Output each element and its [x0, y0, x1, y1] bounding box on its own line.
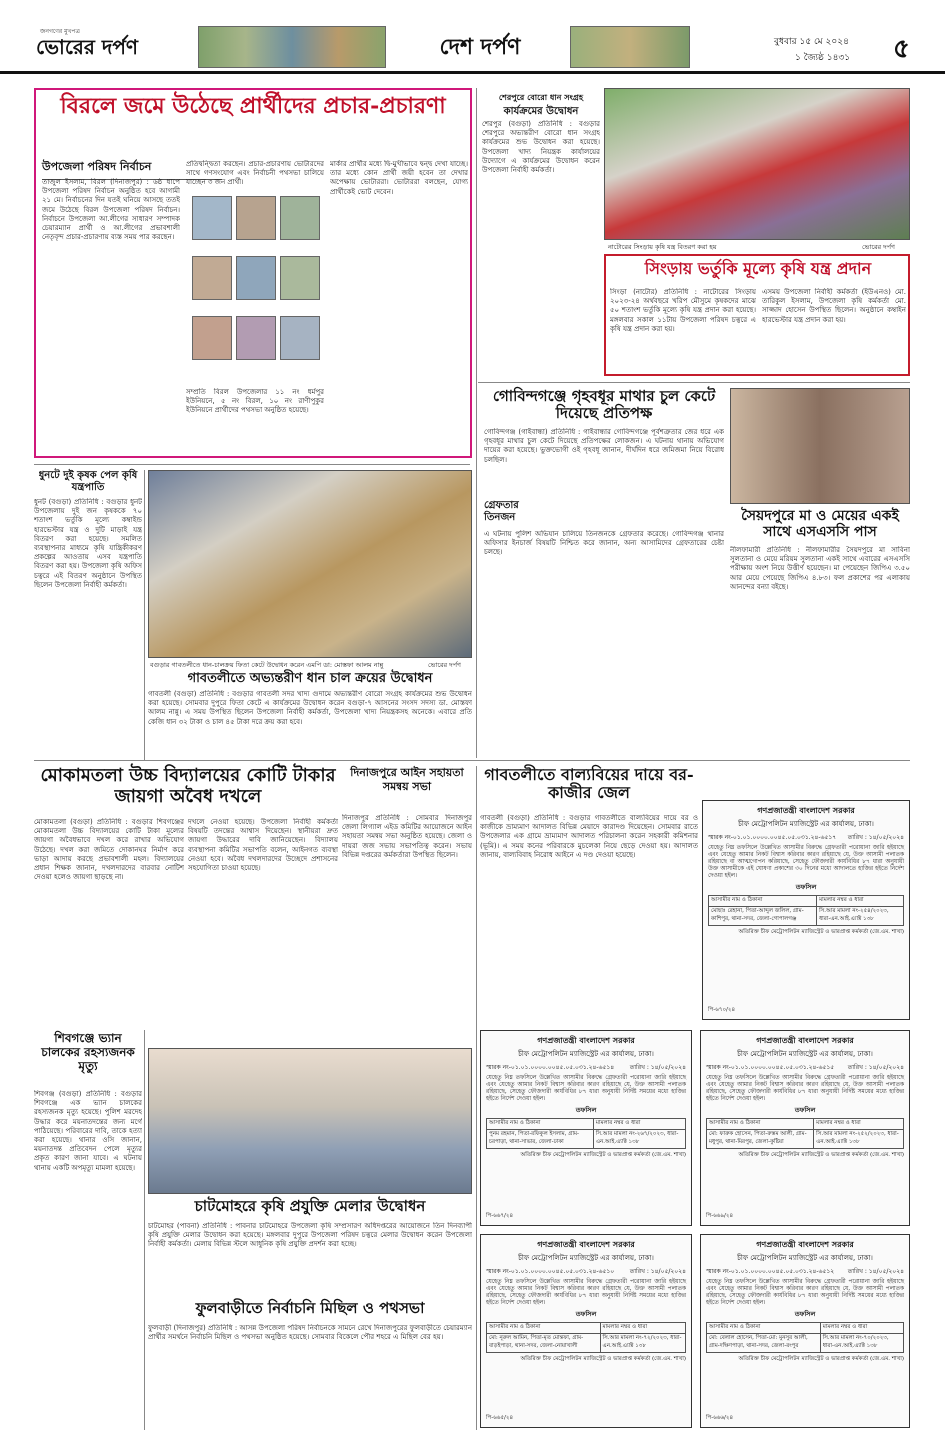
notice-body: যেহেতু নিম্ন তফসিলে উল্লেখিত আসামীর বিরুদ্ধে গ্রেফতারী পরোয়ানা জারি হইয়াছে এবং যেহেতু আমার নিকট বিশ্বাস করিবার কারণ রহিয়াছে যে, উক্ত আসামী পলাতক রহিয়াছে, সেহেতু ফৌজদারী কার্যবিধির ৮৭ ধারা অনুযায়ী নির্দিষ্ট সময়ের মধ্যে হাজির হইতে নির্দেশ দেওয়া হইল। — [706, 1279, 904, 1306]
column-rule — [144, 470, 145, 760]
lead-body-2: প্রতিদ্বন্দ্বিতা করছেন। প্রচার-প্রচারণায় ভোটারদের সাথে গণসংযোগ এবং নির্বাচনী পথসভা চালিয়ে যাচ্ছেন ৩ জন প্রার্থী। — [186, 160, 324, 187]
notice-header: গণপ্রজাতন্ত্রী বাংলাদেশ সরকার — [756, 1036, 854, 1045]
notice-table-title: তফসিল — [575, 1106, 597, 1114]
notice-col-header: আসামীর নাম ও ঠিকানা — [707, 1119, 814, 1130]
notice-col-header: মামলার নম্বর ও ধারা — [817, 896, 904, 907]
page-number: ৫ — [893, 34, 910, 64]
divider — [34, 760, 910, 761]
mokamtola-headline: মোকামতলা উচ্চ বিদ্যালয়ের কোটি টাকার জায়গা অবৈধ দখলে — [40, 765, 336, 807]
gobindaganj-subhead: গ্রেফতার তিনজন — [484, 500, 519, 523]
singra-story — [604, 254, 910, 376]
lead-kicker: উপজেলা পরিষদ নির্বাচন — [42, 158, 222, 180]
gabtali-photo — [148, 470, 472, 658]
notice-subheader: চীফ মেট্রোপলিটন ম্যাজিস্ট্রেট এর কার্যালয়, ঢাকা। — [518, 1254, 654, 1262]
chatmohar-headline: চাটমোহরে কৃষি প্রযুক্তি মেলার উদ্বোধন — [194, 1197, 426, 1215]
notice-cell: মো: বেলাল হোসেন, পিতা-মো: মুনসুর আলী, গ্রাম-দক্ষিণপাড়া, থানা-সদর, জেলা-রংপুর — [707, 1334, 821, 1353]
chatmohar-photo — [148, 1048, 472, 1194]
notice-header: গণপ্রজাতন্ত্রী বাংলাদেশ সরকার — [757, 806, 855, 815]
notice-date: তারিখ : ১৪/০৫/২০২৪ — [847, 1064, 904, 1071]
notice-ref: স্মারক নং-০১.০১.০০০০.০০৪৫.০৫.০৩১.২৪-৬৫১২ — [706, 1268, 835, 1275]
candidate-photo — [236, 316, 276, 360]
singra-body-2: এসময় উপজেলা নির্বাহী কর্মকর্তা (ইউএনও) মো. তারিকুল ইসলাম, উপজেলা কৃষি কর্মকর্তা মো. সাজ্জাদ হোসেন উপস্থিত ছিলেন। অনুষ্ঠানে কম্বাইন হারভেস্টার যন্ত্র প্রদান করা হয়। — [762, 288, 906, 324]
brand-tagline: জনগণের মুখপত্র — [40, 28, 80, 35]
notice-cell: সি.আর মামলা নং-২৫৪/২০২৩, ধারা-এন.আই.এ্যাক্ট ১৩৮ — [817, 907, 904, 926]
candidate-photo — [280, 316, 320, 360]
notice-code: পি-৬৬৫/২৪ — [486, 1415, 514, 1421]
notice-ref: স্মারক নং-০১.০১.০০০০.০০৪৫.০৫.০৩১.২৪-৬৫১০ — [486, 1268, 615, 1275]
notice-col-header: আসামীর নাম ও ঠিকানা — [707, 1323, 821, 1334]
notice-signature: অতিরিক্ত চীফ মেট্রোপলিটন ম্যাজিস্ট্রেট ও ভারপ্রাপ্ত কর্মকর্তা (জে.এম. শাখা) — [520, 1152, 686, 1158]
lead-body-3: মার্কার প্রার্থীর মধ্যে দ্বি-মুখীভাবে দ্বন্দ্ব দেখা যাচ্ছে। তার মধ্যে কোন প্রার্থী জয়ী হবেন তা দেখার অপেক্ষায় ভোটাররা। ভোটাররা বলছেন, যোগ্য প্রার্থীকেই ভোট দেবেন। — [330, 160, 468, 196]
gobindaganj-body-2: এ ঘটনায় পুলিশ অভিযান চালিয়ে তিনজনকে গ্রেফতার করেছে। গোবিন্দগঞ্জ থানার অফিসার ইনচার্জ বিষয়টি নিশ্চিত করে জানান, অন্য আসামিদের গ্রেফতারের চেষ্টা চলছে। — [484, 530, 724, 557]
gabtali-rice-body: গাবতলী (বগুড়া) প্রতিনিধি : বগুড়ার গাবতলী সদর খাদ্য গুদামে অভ্যন্তরীণ বোরো সংগ্রহ কার্যক্রমের শুভ উদ্বোধন করা হয়েছে। সোমবার দুপুরে ফিতা কেটে এ কার্যক্রমের উদ্বোধন করেন বগুড়া-৭ আসনের সংসদ সদস্য ডা. মোস্তফা আলম নান্নু। এ সময় উপস্থিত ছিলেন উপজেলা নির্বাহী কর্মকর্তা, উপজেলা খাদ্য নিয়ন্ত্রকসহ অনেকে। এবারে প্রতি কেজি ধান ৩২ টাকা ও চাল ৪৫ টাকা দরে ক্রয় করা হবে। — [148, 690, 472, 726]
singra-photo-credit: ভোরের দর্পণ — [862, 243, 895, 251]
notice-cell: পুনম রহমান, পিতা-রফিকুল ইসলাম, গ্রাম-চরপাড়া, থানা-সাভার, জেলা-ঢাকা — [487, 1130, 594, 1149]
divider — [478, 382, 910, 383]
notice-col-header: আসামীর নাম ও ঠিকানা — [487, 1323, 601, 1334]
divider — [34, 464, 470, 465]
notice-col-header: মামলার নম্বর ও ধারা — [593, 1119, 685, 1130]
court-notice — [700, 1234, 910, 1428]
gobindaganj-body: গোবিন্দগঞ্জ (গাইবান্ধা) প্রতিনিধি : গাইবান্ধার গোবিন্দগঞ্জে পূর্বশত্রুতার জের ধরে এক গৃহবধূর মাথার চুল কেটে দিয়েছে প্রতিপক্ষের লোকজন। এ ঘটনায় থানায় অভিযোগ দায়ের করা হয়েছে। ভুক্তভোগী ওই গৃহবধূ জানান, দীর্ঘদিন ধরে জমিজমা নিয়ে বিরোধ চলছিল। — [484, 428, 724, 464]
notice-table — [708, 895, 904, 926]
notice-date: তারিখ : ১৪/০৫/২০২৪ — [847, 834, 904, 841]
dinajpur-body: দিনাজপুর প্রতিনিধি : সোমবার দিনাজপুর জেলা লিগ্যাল এইড কমিটির আয়োজনে আইন সহায়তা সমন্বয় সভা অনুষ্ঠিত হয়েছে। জেলা ও দায়রা জজ সভায় সভাপতিত্ব করেন। সভায় বিভিন্ন দপ্তরের কর্মকর্তারা উপস্থিত ছিলেন। — [342, 814, 472, 859]
notice-body: যেহেতু নিম্ন তফসিলে উল্লেখিত আসামীর বিরুদ্ধে গ্রেফতারী পরোয়ানা জারি হইয়াছে এবং যেহেতু আমার নিকট বিশ্বাস করিবার কারণ রহিয়াছে যে, উক্ত আসামী পলাতক রহিয়াছে, সেহেতু ফৌজদারী কার্যবিধির ৮৭ ধারা অনুযায়ী নির্দিষ্ট সময়ের মধ্যে হাজির হইতে নির্দেশ দেওয়া হইল। — [486, 1075, 686, 1102]
notice-cell: মো: নূরুল আমিন, পিতা-মৃত মোন্তফা, গ্রাম-বাড়ইপাড়া, থানা-সদর, জেলা-নোয়াখালী — [487, 1334, 601, 1353]
notice-cell: সি.আর মামলা নং-৭২/২০২৩, ধারা-এন.আই.এ্যাক্ট ১৩৮ — [600, 1334, 685, 1353]
notice-subheader: চীফ মেট্রোপলিটন ম্যাজিস্ট্রেট এর কার্যালয়, ঢাকা। — [737, 1050, 873, 1058]
fulbari-headline: ফুলবাড়ীতে নির্বাচনি মিছিল ও পথসভা — [195, 1299, 425, 1317]
saidpur-photo — [730, 388, 910, 504]
issue-date: বুধবার ১৫ মে ২০২৪ — [774, 37, 849, 47]
singra-photo — [604, 88, 910, 240]
masthead-photo-strip-right — [570, 26, 690, 68]
lead-story — [34, 88, 472, 458]
notice-table-title: তফসিল — [575, 1310, 597, 1318]
notice-body: যেহেতু নিম্ন তফসিলে উল্লেখিত আসামীর বিরুদ্ধে গ্রেফতারী পরোয়ানা জারি হইয়াছে এবং যেহেতু আমার নিকট বিশ্বাস করিবার কারণ রহিয়াছে যে, উক্ত আসামী পলাতক রহিয়াছে, সেহেতু ফৌজদারী কার্যবিধির ৮৭ ধারা অনুযায়ী নির্দিষ্ট সময়ের মধ্যে হাজির হইতে নির্দেশ দেওয়া হইল। — [486, 1279, 686, 1306]
dhunot-headline: ধুনটে দুই কৃষক পেল কৃষি যন্ত্রপাতি — [38, 470, 138, 493]
notice-table — [706, 1322, 904, 1353]
notice-date: তারিখ : ১৪/০৫/২০২৪ — [847, 1268, 904, 1275]
court-notice — [480, 1234, 692, 1428]
sherpur-body: শেরপুর (বগুড়া) প্রতিনিধি : বগুড়ার শেরপুরে অভ্যন্তরীণ বোরো ধান সংগ্রহ কার্যক্রমের শুভ উদ্বোধন করা হয়েছে। উপজেলা খাদ্য নিয়ন্ত্রক কার্যালয়ের উদ্যোগে এ কার্যক্রমের উদ্বোধন করেন উপজেলা নির্বাহী কর্মকর্তা। — [482, 120, 600, 175]
notice-cell: মোছাঃ রেহানা, পিতা-আব্দুল জলিল, গ্রাম-কাশিপুর, থানা-সদর, জেলা-গোপালগঞ্জ — [709, 907, 817, 926]
notice-header: গণপ্রজাতন্ত্রী বাংলাদেশ সরকার — [537, 1240, 635, 1249]
column-rule — [144, 1030, 145, 1430]
notice-code: পি-৬৬৬/২৪ — [706, 1415, 734, 1421]
shibganj-headline: শিবগঞ্জে ভ্যান চালকের রহস্যজনক মৃত্যু — [41, 1031, 135, 1073]
section-title: দেশ দর্পণ — [439, 34, 521, 60]
masthead — [0, 0, 945, 74]
sherpur-kicker: শেরপুরে বোরো ধান সংগ্রহ — [498, 93, 584, 102]
gabtali-childmarriage-headline: গাবতলীতে বাল্যবিয়ের দায়ে বর-কাজীর জেল — [484, 765, 694, 803]
notice-col-header: আসামীর নাম ও ঠিকানা — [487, 1119, 594, 1130]
notice-col-header: মামলার নম্বর ও ধারা — [814, 1119, 904, 1130]
notice-signature: অতিরিক্ত চীফ মেট্রোপলিটন ম্যাজিস্ট্রেট ও ভারপ্রাপ্ত কর্মকর্তা (জে.এম. শাখা) — [738, 1356, 904, 1362]
candidate-photo — [280, 196, 320, 240]
court-notice — [480, 1030, 692, 1226]
notice-ref: স্মারক নং-০১.০১.০০০০.০০৪৫.০৫.০৩১.২৪-৬৫১৪ — [486, 1064, 615, 1071]
gobindaganj-headline: গোবিন্দগঞ্জে গৃহবধূর মাথার চুল কেটে দিয়েছে প্রতিপক্ষ — [492, 387, 716, 423]
singra-body-1: সিংড়া (নাটোর) প্রতিনিধি : নাটোরের সিংড়ায় ২০২৩-২৪ অর্থবছরে খরিপ মৌসুমে কৃষকদের মাঝে ৫০ শতাংশ ভর্তুকি মূল্যে কৃষি যন্ত্র প্রদান করা হয়েছে। মঙ্গলবার সকাল ১১টায় উপজেলা পরিষদ চত্বরে এ কৃষি যন্ত্র প্রদান করা হয়। — [610, 288, 756, 333]
notice-header: গণপ্রজাতন্ত্রী বাংলাদেশ সরকার — [756, 1240, 854, 1249]
column-rule — [476, 766, 477, 1430]
masthead-photo-strip — [198, 26, 386, 68]
notice-table — [486, 1118, 686, 1149]
sherpur-headline: কার্যক্রমের উদ্বোধন — [503, 106, 579, 117]
notice-code: পি-৬৬৯/২৪ — [706, 1213, 734, 1219]
chatmohar-body: চাটমোহর (পাবনা) প্রতিনিধি : পাবনার চাটমোহরে উপজেলা কৃষি সম্প্রসারণ অধিদপ্তরের আয়োজনে তিন দিনব্যাপী কৃষি প্রযুক্তি মেলার উদ্বোধন করা হয়েছে। মঙ্গলবার দুপুরে উপজেলা পরিষদ চত্বরে মেলার উদ্বোধন করেন উপজেলা নির্বাহী কর্মকর্তা। মেলায় বিভিন্ন স্টলে আধুনিক কৃষি প্রযুক্তি প্রদর্শন করা হচ্ছে। — [148, 1222, 472, 1249]
singra-headline: সিংড়ায় ভর্তুকি মূল্যে কৃষি যন্ত্র প্রদান — [644, 259, 872, 278]
notice-subheader: চীফ মেট্রোপলিটন ম্যাজিস্ট্রেট এর কার্যালয়, ঢাকা। — [738, 820, 874, 828]
notice-signature: অতিরিক্ত চীফ মেট্রোপলিটন ম্যাজিস্ট্রেট ও ভারপ্রাপ্ত কর্মকর্তা (জে.এম. শাখা) — [520, 1356, 686, 1362]
mokamtola-body-1: মোকামতলা (বগুড়া) প্রতিনিধি : বগুড়ার শিবগঞ্জের মোকামতলা উচ্চ বিদ্যালয়ের কোটি টাকা মূল্যের জায়গা অবৈধভাবে দখল করে রাখার অভিযোগ উঠেছে। দখল করা জমিতে দোকানঘর নির্মাণ করে ভাড়া আদায় করছে প্রভাবশালী মহল। বিদ্যালয়ের প্রধান শিক্ষক জানান, দখলদারদের বারবার নোটিশ দেওয়া হলেও জায়গা ছাড়ছে না। — [34, 818, 184, 882]
notice-col-header: মামলার নম্বর ও ধারা — [600, 1323, 685, 1334]
brand-logo: ভোরের দর্পণ — [36, 35, 138, 59]
notice-date: তারিখ : ১৪/০৫/২০২৪ — [629, 1268, 686, 1275]
candidate-photo — [192, 256, 232, 300]
notice-cell: সি.আর মামলা নং-২৬৭/২০২৩, ধারা-এন.আই.এ্যাক্ট ১৩৮ — [593, 1130, 685, 1149]
candidate-photo — [192, 316, 232, 360]
notice-cell: সি.আর মামলা নং-২৫২/২০২৩, ধারা-এন.আই.এ্যাক্ট ১৩৮ — [814, 1130, 904, 1149]
notice-subheader: চীফ মেট্রোপলিটন ম্যাজিস্ট্রেট এর কার্যালয়, ঢাকা। — [518, 1050, 654, 1058]
notice-ref: স্মারক নং-০১.০১.০০০০.০০৪৫.০৫.০৩১.২৪-৬৫১৭ — [708, 834, 837, 841]
notice-table — [486, 1322, 686, 1353]
gabtali-photo-credit: ভোরের দর্পণ — [428, 661, 461, 669]
saidpur-headline: সৈয়দপুরে মা ও মেয়ের একই সাথে এসএসসি পাস — [741, 508, 899, 541]
candidate-photo — [236, 196, 276, 240]
notice-body: যেহেতু নিম্ন তফসিলে উল্লেখিত আসামীর বিরুদ্ধে গ্রেফতারী পরোয়ানা জারি হইয়াছে এবং যেহেতু আমার নিকট বিশ্বাস করিবার কারণ রহিয়াছে যে, উক্ত আসামী পলাতক রহিয়াছে বা আত্মগোপন করিয়াছে, সেহেতু ফৌজদারী কার্যবিধির ৮৭ ধারা অনুযায়ী উক্ত আসামীকে এই ঘোষণা প্রকাশের ৩০ দিনের মধ্যে আদালতে হাজির হইতে নির্দেশ দেওয়া হইল। — [708, 845, 904, 879]
dinajpur-headline: দিনাজপুরে আইন সহায়তা সমন্বয় সভা — [350, 766, 464, 793]
notice-signature: অতিরিক্ত চীফ মেট্রোপলিটন ম্যাজিস্ট্রেট ও ভারপ্রাপ্ত কর্মকর্তা (জে.এম. শাখা) — [738, 929, 904, 935]
notice-cell: সি.আর মামলা নং-৭০/২০২৩, ধারা-এন.আই.এ্যাক্ট ১৩৮ — [820, 1334, 903, 1353]
gabtali-childmarriage-body: গাবতলী (বগুড়া) প্রতিনিধি : বগুড়ার গাবতলীতে বাল্যবিয়ের দায়ে বর ও কাজীকে ভ্রাম্যমাণ আদালত বিভিন্ন মেয়াদে কারাদণ্ড দিয়েছেন। সোমবার রাতে উপজেলার এক গ্রামে ভ্রাম্যমাণ আদালত পরিচালনা করেন সহকারী কমিশনার (ভূমি)। এ সময় কনের পরিবারকে মুচলেকা নিয়ে ছেড়ে দেওয়া হয়। আদালত জানায়, বাল্যবিবাহ নিরোধ আইনে এ দণ্ড দেওয়া হয়েছে। — [480, 814, 698, 859]
court-notice — [702, 800, 910, 1020]
gabtali-rice-headline: গাবতলীতে অভ্যন্তরীণ ধান চাল ক্রয়ের উদ্বোধন — [187, 671, 433, 686]
notice-header: গণপ্রজাতন্ত্রী বাংলাদেশ সরকার — [537, 1036, 635, 1045]
notice-cell: মো: ফারুক হোসেন, পিতা-রুস্তম আলী, গ্রাম-মধুপুর, থানা-মিরপুর, জেলা-কুষ্টিয়া — [707, 1130, 814, 1149]
candidate-photo — [236, 256, 276, 300]
gabtali-photo-caption: বগুড়ার গাবতলীতে ধান-চালক্রয় ফিতা কেটে উদ্বোধন করেন এমপি ডা: মোস্তফা আলম নান্নু — [150, 661, 384, 669]
mokamtola-body-2: দখলে নেওয়া হয়েছে। উপজেলা নির্বাহী কর্মকর্তা বিষয়টি তদন্তের আশ্বাস দিয়েছেন। স্থানীয়রা দ্রুত জায়গা উদ্ধারের দাবি জানিয়েছেন। বিদ্যালয় ব্যবস্থাপনা কমিটির সভাপতি বলেন, আইনগত ব্যবস্থা নেওয়া হবে। অবৈধ দখলদারদের উচ্ছেদে প্রশাসনের সহযোগিতা চাওয়া হয়েছে। — [188, 818, 338, 873]
issue-date-bn: ১ জ্যৈষ্ঠ ১৪৩১ — [795, 53, 851, 63]
lead-headline: বিরলে জমে উঠেছে প্রার্থীদের প্রচার-প্রচারণা — [60, 93, 446, 119]
notice-body: যেহেতু নিম্ন তফসিলে উল্লেখিত আসামীর বিরুদ্ধে গ্রেফতারী পরোয়ানা জারি হইয়াছে এবং যেহেতু আমার নিকট বিশ্বাস করিবার কারণ রহিয়াছে যে, উক্ত আসামী পলাতক রহিয়াছে, সেহেতু ফৌজদারী কার্যবিধির ৮৭ ধারা অনুযায়ী নির্দিষ্ট সময়ের মধ্যে হাজির হইতে নির্দেশ দেওয়া হইল। — [706, 1075, 904, 1102]
dhunot-body: ধুনট (বগুড়া) প্রতিনিধি : বগুড়ার ধুনট উপজেলায় দুই জন কৃষককে ৭০ শতাংশ ভর্তুকি মূল্যে কম্বাইন্ড হারভেস্টার যন্ত্র ও দুটি মাড়াই যন্ত্র বিতরণ করা হয়েছে। সমলিত ব্যবস্থাপনার মাধ্যমে কৃষি যান্ত্রিকীকরণ প্রকল্পের আওতায় এসব যন্ত্রপাতি বিতরণ করা হয়। উপজেলা কৃষি অফিস চত্বরে এই বিতরণ অনুষ্ঠানে উপস্থিত ছিলেন উপজেলা নির্বাহী কর্মকর্তা। — [34, 498, 142, 589]
candidate-photos — [188, 194, 324, 384]
notice-subheader: চীফ মেট্রোপলিটন ম্যাজিস্ট্রেট এর কার্যালয়, ঢাকা। — [737, 1254, 873, 1262]
candidate-photo — [192, 196, 232, 240]
candidate-photo — [280, 256, 320, 300]
shibganj-body: শিবগঞ্জ (বগুড়া) প্রতিনিধি : বগুড়ার শিবগঞ্জে এক ভ্যান চালকের রহস্যজনক মৃত্যু হয়েছে। পুলিশ মরদেহ উদ্ধার করে ময়নাতদন্তের জন্য মর্গে পাঠিয়েছে। পরিবারের দাবি, তাকে হত্যা করা হয়েছে। থানার ওসি জানান, ময়নাতদন্ত প্রতিবেদন পেলে মৃত্যুর প্রকৃত কারণ জানা যাবে। এ ঘটনায় থানায় একটি অপমৃত্যু মামলা হয়েছে। — [34, 1090, 142, 1172]
notice-col-header: মামলার নম্বর ও ধারা — [820, 1323, 903, 1334]
court-notice — [700, 1030, 910, 1226]
lead-body-4: সম্প্রতি বিরল উপজেলার ১১ নং ধর্মপুর ইউনিয়নে, ৫ নং বিরল, ১০ নং রাণীপুকুর ইউনিয়নে প্রার্থীদের পথসভা অনুষ্ঠিত হয়েছে। — [186, 388, 324, 415]
notice-code: পি-৬৬৭/২৪ — [486, 1213, 514, 1219]
notice-signature: অতিরিক্ত চীফ মেট্রোপলিটন ম্যাজিস্ট্রেট ও ভারপ্রাপ্ত কর্মকর্তা (জে.এম. শাখা) — [738, 1152, 904, 1158]
fulbari-body: ফুলবাড়ী (দিনাজপুর) প্রতিনিধি : আসন্ন উপজেলা পরিষদ নির্বাচনকে সামনে রেখে দিনাজপুরের ফুলবাড়ীতে চেয়ারম্যান প্রার্থীর সমর্থনে নির্বাচনি মিছিল ও পথসভা অনুষ্ঠিত হয়েছে। সোমবার বিকেলে পৌর শহরে এ মিছিল বের হয়। — [148, 1324, 472, 1342]
notice-code: পি-৬৭০/২৪ — [708, 1007, 736, 1013]
singra-photo-caption: নাটোরের সিংড়ায় কৃষি যন্ত্র বিতরণ করা হয় — [608, 243, 717, 251]
notice-col-header: আসামীর নাম ও ঠিকানা — [709, 896, 817, 907]
notice-date: তারিখ : ১৪/০৫/২০২৪ — [629, 1064, 686, 1071]
notice-table-title: তফসিল — [795, 883, 817, 891]
lead-body-1: তাজুল ইসলাম, বিরল (দিনাজপুর) : ৬ষ্ঠ ধাপে উপজেলা পরিষদ নির্বাচন অনুষ্ঠিত হবে আগামী ২১ মে। নির্বাচনের দিন যতই ঘনিয়ে আসছে ততই জমে উঠেছে বিরল উপজেলা পরিষদ নির্বাচন। নির্বাচনে উপজেলা আ.লীগের সাধারণ সম্পাদক চেয়ারম্যান প্রার্থী ও আ.লীগের প্রভাবশালী নেতৃবৃন্দ প্রচার-প্রচারণায় ব্যস্ত সময় পার করছেন। — [42, 178, 180, 242]
notice-ref: স্মারক নং-০১.০১.০০০০.০০৪৫.০৫.০৩১.২৪-৬৫১৫ — [706, 1064, 835, 1071]
notice-table-title: তফসিল — [794, 1310, 816, 1318]
notice-table-title: তফসিল — [794, 1106, 816, 1114]
notice-table — [706, 1118, 904, 1149]
column-rule — [476, 88, 477, 758]
saidpur-body: নীলফামারী প্রতিনিধি : নীলফামারীর সৈয়দপুরে মা সাবিনা সুলতানা ও মেয়ে মরিয়ম সুলতানা একই সাথে এবারের এসএসসি পরীক্ষায় অংশ নিয়ে উত্তীর্ণ হয়েছেন। মা পেয়েছেন জিপিএ ৩.৫০ আর মেয়ে পেয়েছে জিপিএ ৪.৮৩। ফল প্রকাশের পর এলাকায় আনন্দের বন্যা বইছে। — [730, 546, 910, 591]
